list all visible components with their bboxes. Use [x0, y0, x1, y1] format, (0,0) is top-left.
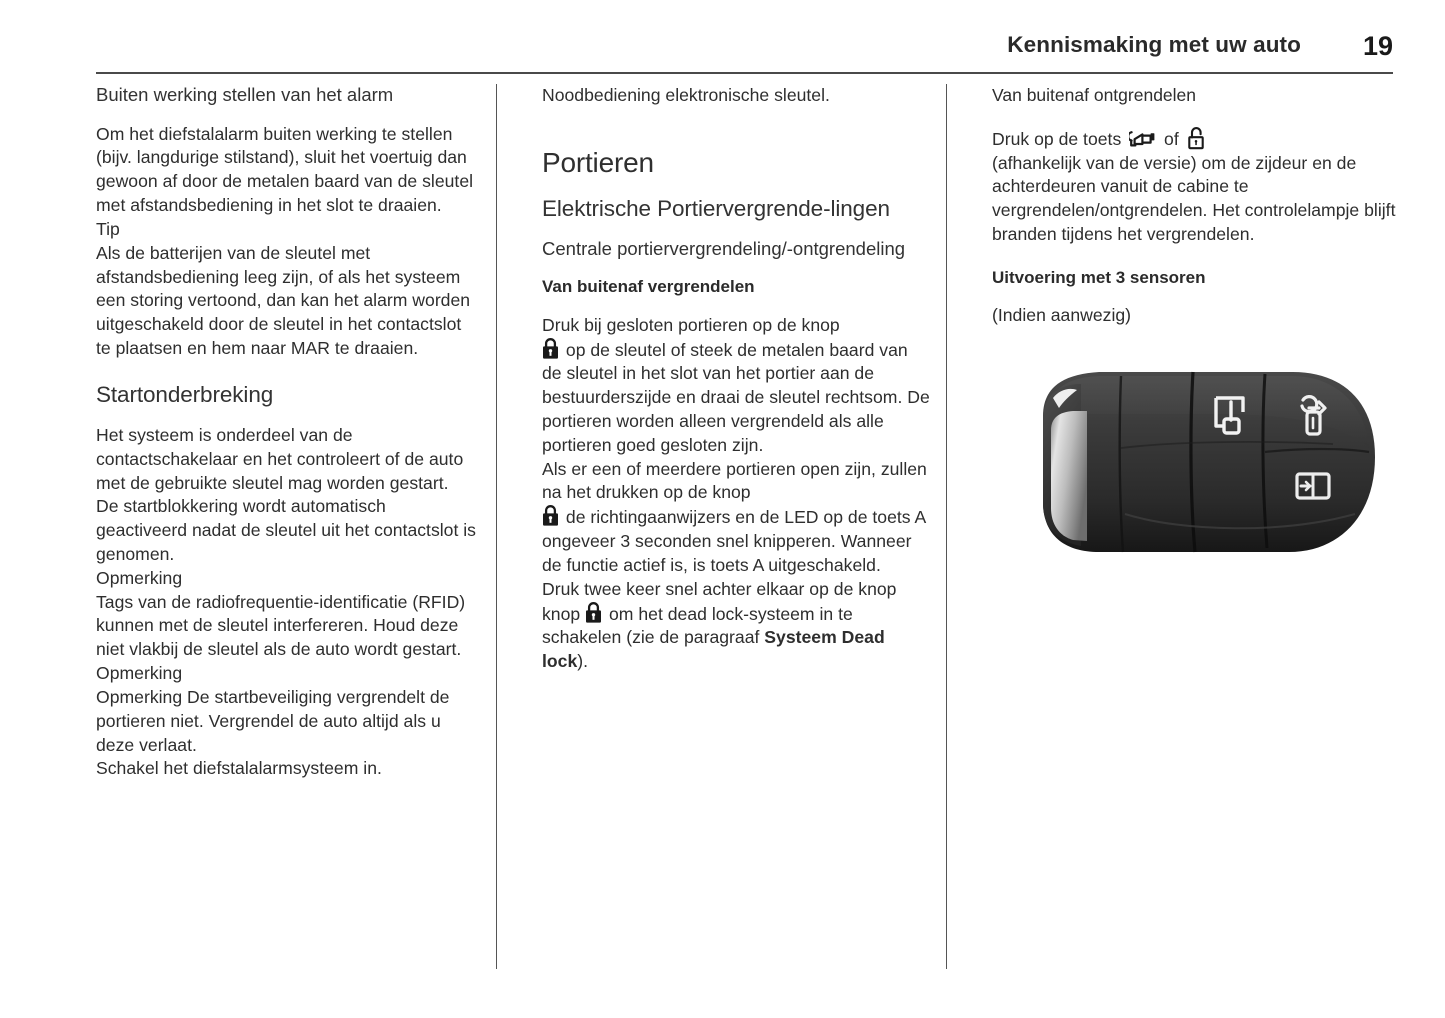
paragraph-noodbediening: Noodbediening elektronische sleutel.: [542, 85, 830, 105]
heading-startonderbreking: Startonderbreking: [96, 381, 274, 407]
heading-portieren: Portieren: [542, 146, 654, 178]
page-title: Kennismaking met uw auto: [1007, 32, 1301, 57]
lock-closed-icon: [542, 338, 559, 359]
sliding-door-icon: [1129, 129, 1156, 149]
heading-van-buitenaf-ontgrendelen: Van buitenaf ontgrendelen: [992, 85, 1197, 105]
dead-lock-rest-b: ).: [577, 651, 589, 672]
paragraph-als-er-rest-text: de richtingaanwijzers en de LED op de toets A ongeveer 3 seconden snel knipperen. Wanneer de functie actief is, is toets A uitgeschakeld.: [542, 507, 926, 575]
heading-elektrische-portiervergrendelingen: Elektrische Portiervergrende-lingen: [542, 195, 890, 221]
lock-closed-icon: [542, 505, 559, 526]
paragraph-druk-rest-text: op de sleutel of steek de metalen baard van de sleutel in het slot van het portier aan de bestuurderszijde en draai de sleutel rechtsom. De portieren worden alleen vergrendeld als alle portieren goed gesloten zijn.: [542, 339, 930, 455]
page-header: [96, 31, 1393, 74]
paragraph-als-er-continuation: [542, 505, 930, 577]
key-fob-illustration: [1003, 356, 1385, 586]
paragraph-druk-continuation: [542, 338, 930, 458]
paragraph-druk-lead-text: Druk op de toets: [992, 128, 1127, 149]
paragraph-startbeveiliging: Opmerking De startbeveiliging vergrendelt de portieren niet. Vergrendel de auto altijd als u deze verlaat.: [96, 686, 450, 755]
paragraph-rfid: Tags van de radiofrequentie-identificatie (RFID) kunnen met de sleutel interfereren. Houd deze niet vlakbij de sleutel als de auto wordt gestart.: [96, 591, 466, 660]
paragraph-startblokkering: De startblokkering wordt automatisch geactiveerd nadat de sleutel uit het contactslot is genomen.: [96, 496, 476, 564]
heading-centrale-portiervergrendeling: Centrale portiervergrendeling/-ontgrendeling: [542, 237, 906, 259]
label-tip: Tip: [96, 218, 120, 239]
column-1: [96, 84, 496, 969]
lock-open-icon: [1187, 127, 1207, 150]
paragraph-druk-lead-text: Druk bij gesloten portieren op de knop: [542, 314, 840, 335]
label-opmerking-2: Opmerking: [96, 663, 183, 684]
paragraph-als-er-lead: Als er een of meerdere portieren open zijn, zullen na het drukken op de knop: [542, 458, 927, 503]
page-number: 19: [1362, 31, 1393, 61]
paragraph-druk-twee-keer-lead: Druk twee keer snel achter elkaar op de knop: [542, 578, 897, 599]
fob-metal-blade: [1051, 411, 1087, 541]
dead-lock-knop-word: knop: [542, 603, 581, 624]
dead-lock-reference-bold: Systeem Dead lock: [542, 627, 885, 672]
column-3: [946, 84, 1396, 969]
content-columns: [96, 84, 1396, 969]
paragraph-tip: Als de batterijen van de sleutel met afstandsbediening leeg zijn, of als het systeem een storing vertoond, dan kan het alarm worden uitgeschakeld door de sleutel in het contactslot te plaatsen en hem naar MAR te draaien.: [96, 242, 471, 359]
dead-lock-rest-a: om het dead lock-systeem in te schakelen (zie de paragraaf: [542, 603, 853, 648]
key-fob-figure: [992, 356, 1396, 586]
paragraph-druk-rest: (afhankelijk van de versie) om de zijdeur en de achterdeuren vanuit de cabine te vergrendelen/ontgrendelen. Het controlelampje blijft branden tijdens het vergrendelen.: [992, 152, 1396, 245]
paragraph-druk-mid-text: of: [1159, 128, 1184, 149]
label-opmerking-1: Opmerking: [96, 567, 183, 588]
paragraph-indien-aanwezig: (Indien aanwezig): [992, 305, 1132, 326]
column-2: [496, 84, 946, 969]
heading-uitvoering-3-sensoren: Uitvoering met 3 sensoren: [992, 267, 1206, 287]
lock-closed-icon: [585, 602, 602, 623]
paragraph-druk-op-de-toets: [992, 127, 1396, 152]
paragraph-alarm-disable: Om het diefstalalarm buiten werking te stellen (bijv. langdurige stilstand), sluit het voertuig dan gewoon af door de metalen baard van de sleutel met afstandsbediening in het slot te draaien.: [96, 123, 474, 216]
paragraph-schakel-alarm: Schakel het diefstalalarmsysteem in.: [96, 758, 382, 779]
paragraph-dead-lock: [542, 602, 930, 674]
paragraph-druk-gesloten-portieren: [542, 314, 930, 338]
heading-alarm-disable: Buiten werking stellen van het alarm: [96, 84, 394, 105]
paragraph-systeem: Het systeem is onderdeel van de contactschakelaar en het controleert of de auto met de gebruikte sleutel mag worden gestart.: [96, 424, 464, 493]
heading-van-buitenaf-vergrendelen: Van buitenaf vergrendelen: [542, 277, 755, 297]
